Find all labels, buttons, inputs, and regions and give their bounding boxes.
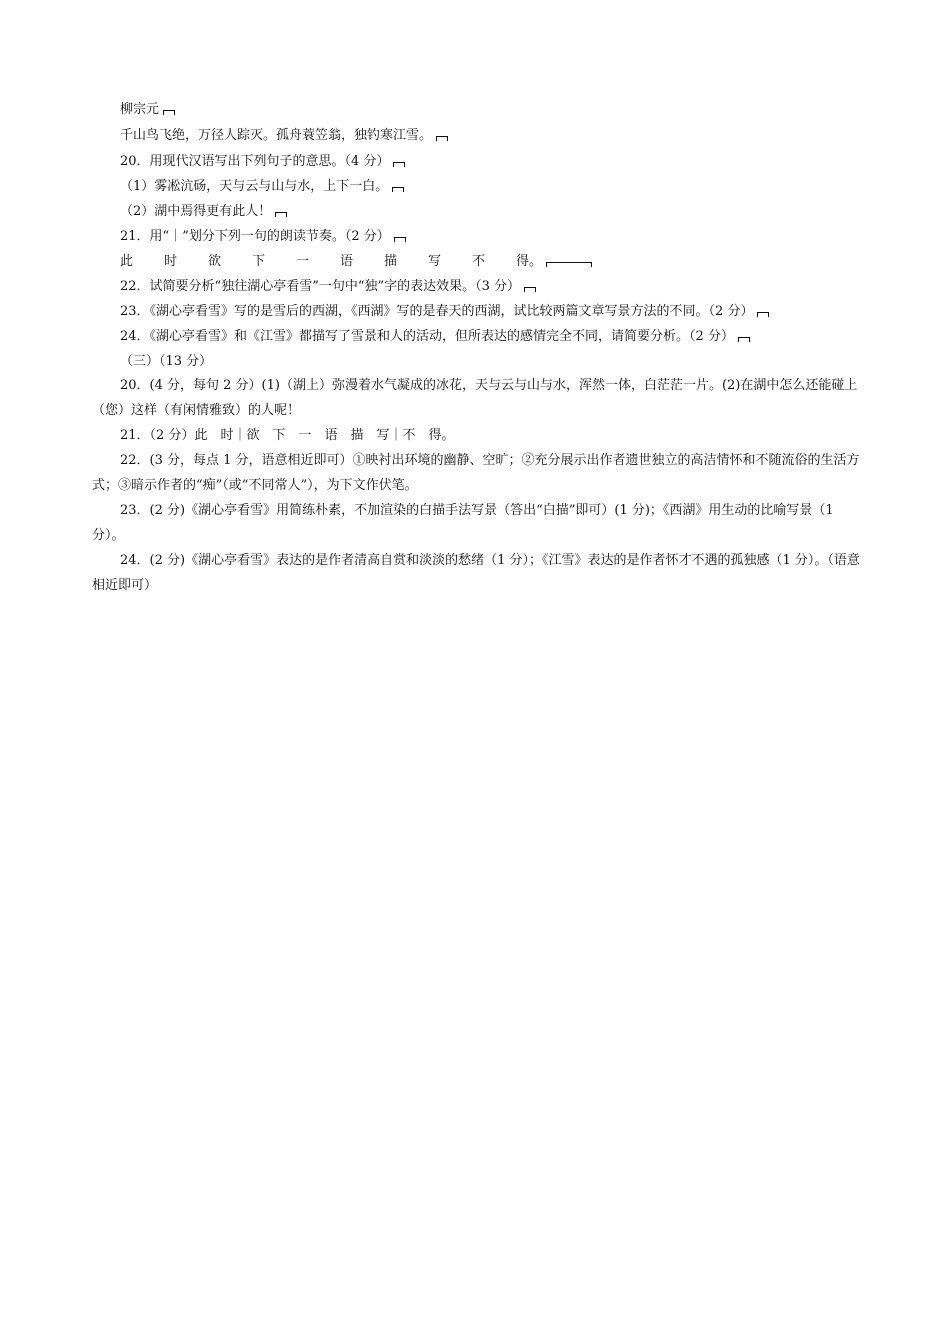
question-20-1: [120, 177, 404, 197]
paragraph-mark-icon: [275, 212, 287, 217]
question-20-2: [120, 202, 287, 222]
sentence-char: 此: [120, 254, 134, 269]
answers-section-heading: （三）（13 分）: [120, 354, 213, 369]
poem-author-line: [120, 100, 175, 120]
poem-author: 柳宗元: [120, 102, 160, 117]
question-22-text: 22．试简要分析“独往湖心亭看雪”一句中“独”字的表达效果。（3 分）: [120, 279, 521, 294]
paragraph-mark-icon: [394, 237, 406, 242]
question-23-text: 23．《湖心亭看雪》写的是雪后的西湖，《西湖》写的是春天的西湖，试比较两篇文章写景方法的不同。（2 分）: [120, 304, 754, 319]
poem-text: 千山鸟飞绝，万径人踪灭。孤舟蓑笠翁，独钓寒江雪。: [120, 128, 433, 143]
sentence-char: 一: [296, 254, 310, 269]
answer-24: 24．(2 分)《湖心亭看雪》表达的是作者清高自赏和淡淡的愁绪（1 分）；《江雪》表达的是作者怀才不遇的孤独感（1 分）。（语意相近即可）: [92, 553, 860, 593]
sentence-char: 写: [428, 254, 442, 269]
answer-22: 22．(3 分，每点 1 分，语意相近即可）①映衬出环境的幽静、空旷；②充分展示出作者遗世独立的高洁情怀和不随流俗的生活方式；③暗示作者的“痴”（或“不同常人”），为下文作伏笔。: [92, 453, 860, 493]
answer-23: 23．(2 分)《湖心亭看雪》用简练朴素，不加渲染的白描手法写景（答出“白描”即可）(1 分)；《西湖》用生动的比喻写景（1 分）。: [92, 503, 834, 543]
sentence-char: 不: [472, 254, 486, 269]
paragraph-mark-icon: [393, 162, 405, 167]
question-20-text: 20．用现代汉语写出下列句子的意思。（4 分）: [120, 154, 390, 169]
question-21-sentence: [120, 252, 592, 272]
question-21: [120, 227, 406, 247]
question-20-1-text: （1）雾凇沆砀，天与云与山与水，上下一白。: [120, 179, 389, 194]
sentence-char: 描: [384, 254, 398, 269]
paragraph-mark-icon: [163, 110, 175, 115]
sentence-char: 得。: [516, 254, 543, 269]
poem-text-line: [120, 126, 448, 146]
question-23: [120, 302, 769, 322]
sentence-char: 时: [164, 254, 178, 269]
question-22: [120, 277, 536, 297]
sentence-char: 语: [340, 254, 354, 269]
question-24-text: 24．《湖心亭看雪》和《江雪》都描写了雪景和人的活动，但所表达的感情完全不同，请简要分析。（2 分）: [120, 329, 734, 344]
question-20: [120, 152, 405, 172]
sentence-char: 下: [252, 254, 266, 269]
sentence-char: 欲: [208, 254, 222, 269]
paragraph-mark-icon: [546, 262, 592, 267]
paragraph-mark-icon: [738, 337, 750, 342]
paragraph-mark-icon: [436, 136, 448, 141]
answer-20: 20．(4 分，每句 2 分）(1)（湖上）弥漫着水气凝成的冰花，天与云与山与水，浑然一体，白茫茫一片。(2)在湖中怎么还能碰上（您）这样（有闲情雅致）的人呢！: [92, 378, 858, 418]
question-20-2-text: （2）湖中焉得更有此人！: [120, 204, 272, 219]
paragraph-mark-icon: [757, 312, 769, 317]
paragraph-mark-icon: [392, 187, 404, 192]
question-24: [120, 327, 750, 347]
paragraph-mark-icon: [524, 287, 536, 292]
answer-21: 21．（2 分）此 时｜欲 下 一 语 描 写｜不 得。: [120, 428, 455, 443]
question-21-text: 21．用“｜”划分下列一句的朗读节奏。（2 分）: [120, 229, 390, 244]
